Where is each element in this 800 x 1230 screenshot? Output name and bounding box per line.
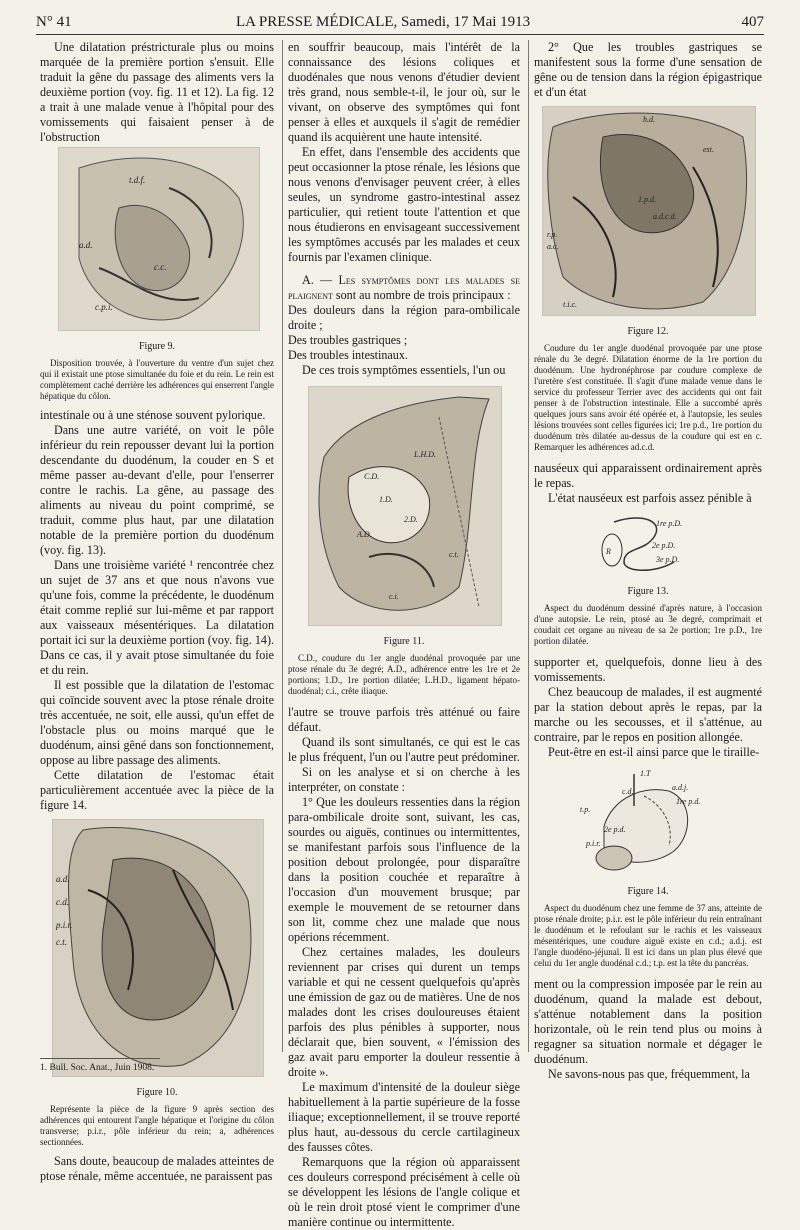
page-header (36, 10, 764, 35)
figure-14-caption: Aspect du duodénum chez une femme de 37 ans, atteinte de ptose rénale droite; p.i.r. est le pôle inférieur du rein entraînant le duodénum et le refoulant sur le rachis et les vaisseaux mésentériques, une coudure aiguë existe en c.d.; a.d.j. est l'angle duodéno-jéjunal. Il est ici dans un plan plus élevé que celui du 1er angle duodénal c.d.; t.p. est la tête du pancréas. (534, 903, 762, 968)
figure-11-title: Figure 11. (383, 636, 425, 647)
fig11-label: c.i. (389, 592, 399, 601)
paragraph: Dans une autre variété, on voit le pôle inférieur du rein repousser devant lui la portion descendante du duodénum, la couder en S et même passer au-devant d'elle, pour l'enserrer contre le rachis. La gêne, au passage des aliments au niveau du point comprimé, se traduit, comme plus haut, par une dilatation notable de la première portion du duodénum (voy. fig. 13). (40, 423, 274, 557)
paragraph: Peut-être en est-il ainsi parce que le tiraille- (548, 745, 760, 759)
fig12-label: a.d.c.d. (653, 212, 677, 221)
list-item: Des troubles intestinaux. (288, 348, 408, 362)
fig14-label: 1re p.d. (676, 797, 701, 806)
paragraph: Une dilatation préstricturale plus ou moins marquée de la première portion s'ensuit. Elle traduit la gêne du passage des aliments vers la deuxième portion (voy. fig. 11 et 12). La fig. 12 a trait à une malade venue à l'hôpital pour des vomissements qui faisaient penser à de l'obstruction (40, 40, 274, 144)
fig12-label: h.d. (643, 115, 655, 124)
fig9-label: t.d.f. (129, 175, 146, 185)
paragraph: L'état nauséeux est parfois assez pénible à (548, 491, 752, 505)
footnote: 1. Bull. Soc. Anat., Juin 1908. (40, 1063, 155, 1073)
paragraph: Quand ils sont simultanés, ce qui est le cas le plus fréquent, l'un ou l'autre peut prédominer. (288, 735, 520, 764)
fig12-label: t.i.c. (563, 300, 577, 309)
fig10-label: c.d. (56, 897, 69, 907)
fig14-label: a.d.j. (672, 783, 689, 792)
figure-14-title: Figure 14. (627, 886, 669, 897)
figure-10-caption: Représente la pièce de la figure 9 après section des adhérences qui entourent l'angle hépatique et l'origine du côlon transverse; p.i.r., pôle inférieur du rein; a, adhérences sectionnées. (40, 1104, 274, 1147)
column-divider (282, 40, 283, 1052)
list-item: Des douleurs dans la région para-ombilicale droite ; (288, 303, 520, 332)
fig10-label: p.i.r. (56, 920, 73, 930)
figure-14-illustration (574, 766, 714, 876)
figure-12-title: Figure 12. (627, 326, 669, 337)
fig12-label: a.c. (547, 242, 559, 251)
column-3 (534, 40, 762, 1082)
paragraph: En effet, dans l'ensemble des accidents que peut occasionner la ptose rénale, les lésions que nous venons d'envisager peuvent créer, à elles seules, un syndrome gastro-intestinal assez particulier, qui retient toute l'attention et que nous étudierons en envisageant successivement les symptômes accusés par les malades et ceux fournis par l'examen clinique. (288, 145, 520, 264)
fig12-label: est. (703, 145, 714, 154)
section-heading: A. — Les symptômes dont les malades se plaignent sont au nombre de trois principaux : (288, 273, 520, 302)
paragraph: Si on les analyse et si on cherche à les interpréter, on constate : (288, 765, 520, 794)
paragraph: nauséeux qui apparaissent ordinairement après le repas. (534, 461, 762, 490)
fig14-label: 1.T (640, 769, 651, 778)
fig11-label: C.D. (364, 472, 380, 481)
fig14-label: c.d. (622, 787, 634, 796)
paragraph: l'autre se trouve parfois très atténué ou faire défaut. (288, 705, 520, 734)
figure-13-caption: Aspect du duodénum dessiné d'après nature, à l'occasion d'une autopsie. Le rein, ptosé au 3e degré, comprimait et coudait cet organe au niveau de sa 2e portion; 1re p.D., 1re portion dilatée. (534, 603, 762, 646)
fig14-label: t.p. (580, 805, 591, 814)
fig9-label: a.d. (79, 240, 93, 250)
paragraph: ment ou la compression imposée par le rein au duodénum, quand la malade est debout, s'atténue notablement dans la position horizontale, où le rein tend plus ou moins à regagner sa situation normale et dégager le duodénum. (534, 977, 762, 1066)
figure-13-illustration (594, 512, 704, 576)
column-divider (528, 40, 529, 1052)
paragraph: Dans une troisième variété ¹ rencontrée chez un sujet de 37 ans et que nous n'avons vue qu'une fois, comme la précédente, le duodénum était comme replié sur lui-même et par rapport aux vaisseaux mésentériques. La dilatation portait ici sur la deuxième portion (voy. fig. 14). Dans ce cas, il y avait ptose simultanée du foie et du rein. (40, 558, 274, 677)
figure-11-illustration (308, 386, 502, 626)
fig13-label: 2e p.D. (652, 541, 676, 550)
figure-9-caption: Disposition trouvée, à l'ouverture du ventre d'un sujet chez qui il existait une ptose simultanée du foie et du rein. Le rein est complètement caché derrière les adhérences qui enserrent l'angle hépatique du côlon. (40, 358, 274, 401)
figure-11-caption: C.D., coudure du 1er angle duodénal provoquée par une ptose rénale du 3e degré; A.D., adhérence entre les 1re et 2e portions; 1.D., 1re portion dilatée; L.H.D., ligament hépato-duodénal; c.i., crête iliaque. (288, 653, 520, 696)
fig10-label: c.t. (56, 937, 67, 947)
list-item: Des troubles gastriques ; (288, 333, 408, 347)
fig14-label: 2e p.d. (604, 825, 626, 834)
fig11-label: 2.D. (404, 515, 418, 524)
figure-13-title: Figure 13. (627, 586, 669, 597)
paragraph: intestinale ou à une sténose souvent pylorique. (40, 408, 266, 422)
fig11-label: c.t. (449, 550, 459, 559)
paragraph: Chez beaucoup de malades, il est augmenté par la station debout après le repas, par la marche ou les secousses, et il s'atténue, au contraire, par le repos en position allongée. (534, 685, 762, 744)
figure-9-illustration (58, 147, 260, 331)
figure-10-illustration (52, 819, 264, 1077)
paragraph: Remarquons que la région où apparaissent ces douleurs correspond précisément à celle où se développent les lésions de l'angle colique et où le rein droit ptosé vient le comprimer d'une manière continue ou intermittente. (288, 1155, 520, 1229)
fig9-label: c.c. (154, 262, 167, 272)
paragraph: Il est possible que la dilatation de l'estomac qui coïncide souvent avec la ptose rénale droite très accentuée, ne soit, elle aussi, qu'un effet de l'obstacle plus ou moins marqué que le duodénum, ainsi gêné dans son fonctionnement, oppose au libre passage des aliments. (40, 678, 274, 767)
fig11-label: 1.D. (379, 495, 393, 504)
page-number: 407 (741, 14, 764, 30)
column-1 (40, 40, 274, 1184)
paragraph: supporter et, quelquefois, donne lieu à des vomissements. (534, 655, 762, 684)
fig13-label: 3e p.D. (656, 555, 680, 564)
fig11-label: L.H.D. (414, 450, 437, 459)
figure-9-title: Figure 9. (138, 341, 176, 352)
footnote-rule (40, 1058, 160, 1059)
fig12-label: 1.p.d. (638, 195, 656, 204)
fig14-label: p.i.r. (586, 839, 601, 848)
fig13-label: R (606, 547, 611, 556)
figure-12-caption: Coudure du 1er angle duodénal provoquée par une ptose rénale du 3e degré. Dilatation énorme de la 1re portion du duodénum. Une hydronéphrose par coudure complexe de l'uretère s'est constituée. Il s'agit d'une malade venue dans le service du professeur Terrier avec des accidents qui ont fait penser à de l'obstruction intestinale. Elle a succombé après quelques jours sans avoir été opérée et, à l'autopsie, les seules lésions trouvées sont celles figurées ici; 1re p.d., 1re portion du duodénum très dilatée au-dessus de la coudure qui est en c. Remarquer les adhérences ad.c.d. (534, 343, 762, 452)
paragraph: Cette dilatation de l'estomac était particulièrement accentuée avec la pièce de la figure 14. (40, 768, 274, 812)
fig11-label: A.D. (357, 530, 372, 539)
paragraph: De ces trois symptômes essentiels, l'un ou (302, 363, 506, 377)
paragraph: Ne savons-nous pas que, fréquemment, la (548, 1067, 750, 1081)
paragraph: Sans doute, beaucoup de malades atteintes de ptose rénale, même accentuée, ne paraissent pas (40, 1154, 274, 1183)
figure-12-illustration (542, 106, 756, 316)
fig9-label: c.p.i. (95, 302, 113, 312)
paragraph: en souffrir beaucoup, mais l'intérêt de la connaissance des lésions coliques et duodénales que nous venons d'étudier devient très grand, nous semble-t-il, le jour où, sur le vivant, on observe des symptômes qui font penser à elles et auxquels il s'agit de remédier quand ils acquièrent une haute intensité. (288, 40, 520, 144)
paragraph: Chez certaines malades, les douleurs reviennent par crises qui durent un temps variable et qui ne cessent quelquefois qu'après une émission de gaz ou de matières. Une de nos malades dont les crises douloureuses étaient parfois des plus pénibles à supporter, nous déclarait que, bien souvent, « l'émission des gaz avait paru emporter la douleur ressentie à droite ». (288, 945, 520, 1079)
figure-10-title: Figure 10. (136, 1087, 178, 1098)
fig12-label: r.p. (547, 230, 558, 239)
fig13-label: 1re p.D. (656, 519, 683, 528)
issue-number: N° 41 (36, 14, 72, 30)
journal-title: LA PRESSE MÉDICALE, Samedi, 17 Mai 1913 (236, 14, 531, 30)
paragraph: 2° Que les troubles gastriques se manifestent sous la forme d'une sensation de gêne ou de tension dans la région épigastrique et d'un état (534, 40, 762, 99)
column-2 (288, 40, 520, 1230)
fig10-label: a.d. (56, 874, 70, 884)
paragraph: Le maximum d'intensité de la douleur siège habituellement à la partie supérieure de la fosse iliaque; exceptionnellement, il se trouve reporté plus haut, au-dessous du cercle cartilagineux des fausses côtes. (288, 1080, 520, 1154)
paragraph: 1° Que les douleurs ressenties dans la région para-ombilicale droite sont, suivant, les cas, sourdes ou aiguës, continues ou intermittentes, se manifestant parfois sous l'influence de la position debout prolongée, pour disparaître dans la position couchée et reparaître à l'occasion d'un mouvement brusque; par exemple le mouvement de se retourner dans son lit, comme chez une malade que nous opérions récemment. (288, 795, 520, 944)
